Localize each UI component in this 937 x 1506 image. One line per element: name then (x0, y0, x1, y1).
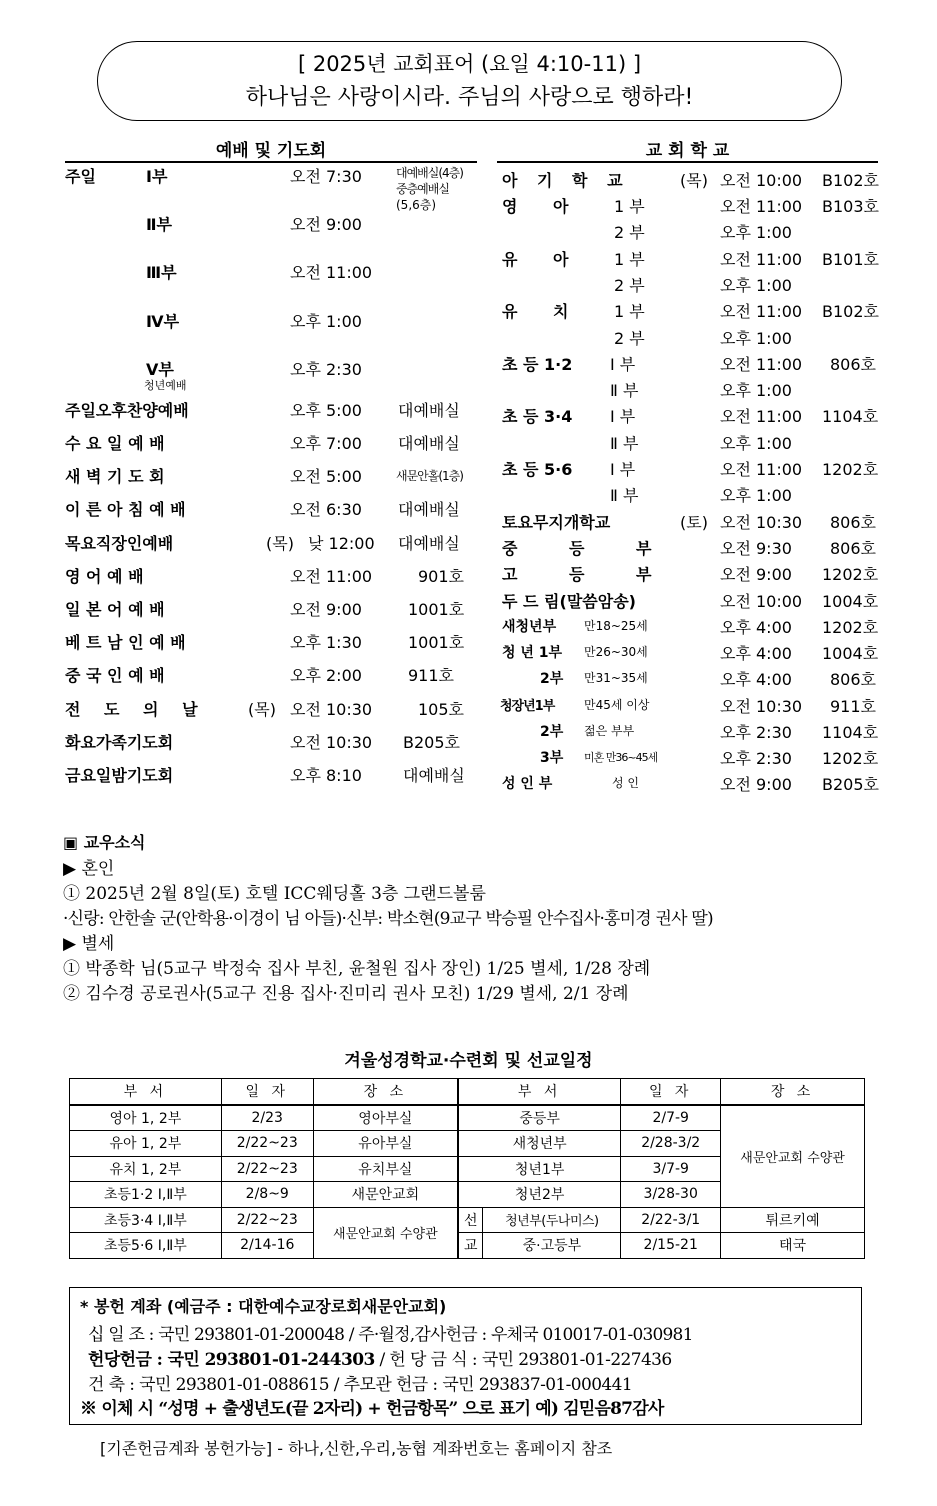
school-room: 1202호 (822, 618, 879, 637)
worship-time: 오전 6:30 (290, 500, 362, 519)
worship-time: 오후 5:00 (290, 401, 362, 420)
school-age: 성 인 (612, 776, 639, 790)
worship-place: 대예배실 (398, 500, 460, 519)
school-part: 1 부 (614, 197, 645, 216)
worship-place: 901호 (418, 567, 464, 586)
cell: 청년부(두나미스) (483, 1207, 621, 1233)
school-time: 오전 10:00 (720, 171, 803, 190)
worship-place: 대예배실 (403, 766, 465, 785)
school-time: 오후 2:30 (720, 749, 792, 768)
school-dept: 유 아 (502, 250, 569, 269)
cell: 3/7-9 (621, 1156, 721, 1182)
account-line (88, 1345, 672, 1370)
school-time: 오전 11:00 (720, 197, 803, 216)
worship-time: 오전 10:30 (290, 700, 373, 719)
school-time: 오후 1:00 (720, 329, 792, 348)
accounts-title: * 봉헌 계좌 (예금주 : 대한예수교장로회새문안교회) (80, 1297, 447, 1316)
school-room: 1202호 (822, 565, 879, 584)
cell: 2/15-21 (621, 1233, 721, 1259)
sunday-place: (5,6층) (396, 198, 437, 212)
worship-place: B205호 (403, 733, 460, 752)
school-time: 오후 2:30 (720, 723, 792, 742)
cell: 2/7-9 (621, 1105, 721, 1131)
header-cell: 부 서 (70, 1079, 222, 1105)
cell: 새문안교회 (313, 1182, 458, 1208)
service-part: Ⅲ부 (146, 263, 177, 282)
transfer-note: ※ 이체 시 “성명 + 출생년도(끝 2자리) + 헌금항목” 으로 표기 예) 김믿음87감사 (80, 1399, 664, 1419)
school-time: 오전 11:00 (720, 460, 803, 479)
schedule-title: 겨울성경학교·수련회 및 선교일정 (344, 1051, 593, 1071)
school-part: 2 부 (614, 223, 645, 242)
school-room: B101호 (822, 250, 879, 269)
sunday-place: 대예배실(4층) (396, 166, 463, 180)
worship-name: 영 어 예 배 (65, 567, 144, 586)
school-time: 오전 10:30 (720, 513, 803, 532)
worship-time: 낮 12:00 (308, 534, 375, 553)
worship-day: (목) (266, 534, 294, 553)
school-time: 오후 1:00 (720, 223, 792, 242)
school-time: 오전 10:00 (720, 592, 803, 611)
school-dept: 초 등 5·6 (502, 460, 573, 479)
school-room: 1004호 (822, 592, 879, 611)
table-row (70, 1207, 865, 1233)
worship-name: 일 본 어 예 배 (65, 600, 165, 619)
death-label: ▶ 별세 (63, 934, 115, 954)
cell: 2/22~23 (221, 1131, 313, 1157)
worship-name: 주일오후찬양예배 (65, 401, 189, 420)
school-part: 1 부 (614, 250, 645, 269)
cell: 중·고등부 (483, 1233, 621, 1259)
motto-verse: 하나님은 사랑이시라. 주님의 사랑으로 행하라! (245, 85, 694, 110)
service-time: 오전 9:00 (290, 215, 362, 234)
school-dept: 중 등 부 (502, 539, 652, 558)
school-dept: 2부 (540, 671, 564, 687)
cell: 2/14-16 (221, 1233, 313, 1259)
service-part: Ⅴ부 (146, 360, 174, 379)
school-age: 만18~25세 (584, 619, 648, 633)
school-room: 1104호 (822, 407, 879, 426)
offering-accounts-box (69, 1287, 862, 1425)
school-dept: 고 등 부 (502, 565, 652, 584)
cell: 2/22~23 (221, 1207, 313, 1233)
school-time: 오전 11:00 (720, 355, 803, 374)
cell: 2/8~9 (221, 1182, 313, 1208)
worship-time: 오후 1:30 (290, 633, 362, 652)
school-time: 오전 10:30 (720, 697, 803, 716)
sunday-place: 중층예배실 (396, 182, 449, 196)
cell: 유아부실 (313, 1131, 458, 1157)
worship-name: 중 국 인 예 배 (65, 666, 165, 685)
school-room: 1004호 (822, 644, 879, 663)
school-dept: 아 기 학 교 (502, 171, 623, 190)
worship-time: 오후 8:10 (290, 766, 362, 785)
school-room: B102호 (822, 302, 879, 321)
school-dept: 유 치 (502, 302, 569, 321)
school-part: 1 부 (614, 302, 645, 321)
death-line: ② 김수경 공로권사(5교구 진용 집사·진미리 권사 모친) 1/29 별세, 2/1 장례 (63, 984, 629, 1004)
header-cell: 장 소 (721, 1079, 865, 1105)
worship-name: 화요가족기도회 (65, 733, 174, 752)
school-time: 오전 11:00 (720, 407, 803, 426)
school-age: 젊은 부부 (584, 724, 635, 738)
school-dept: 두 드 림(말씀암송) (502, 592, 636, 611)
cell: 유치 1, 2부 (70, 1156, 222, 1182)
school-part: 2 부 (614, 329, 645, 348)
account-text: / 헌 당 금 식 : 국민 293801-01-227436 (374, 1350, 672, 1370)
worship-time: 오전 11:00 (290, 567, 373, 586)
school-part: Ⅰ 부 (610, 460, 636, 479)
school-room: 1104호 (822, 723, 879, 742)
school-part: Ⅱ 부 (610, 381, 639, 400)
service-subtitle: 청년예배 (144, 379, 187, 392)
school-age: 만26~30세 (584, 645, 648, 659)
school-time: 오후 4:00 (720, 670, 792, 689)
school-part: Ⅱ 부 (610, 486, 639, 505)
school-dept: 영 아 (502, 197, 569, 216)
cell: 태국 (721, 1233, 865, 1259)
cell: 2/22~23 (221, 1156, 313, 1182)
cell: 튀르키예 (721, 1207, 865, 1233)
worship-place: 대예배실 (398, 434, 460, 453)
school-dept: 성 인 부 (502, 776, 553, 792)
service-time: 오전 7:30 (290, 167, 362, 186)
school-room: 911호 (830, 697, 876, 716)
header-cell: 부 서 (458, 1079, 621, 1105)
school-age: 미혼 만36~45세 (584, 751, 658, 764)
school-dept: 청 년 1부 (502, 645, 563, 661)
motto-box (97, 41, 842, 121)
table-row (70, 1105, 865, 1131)
school-room: B102호 (822, 171, 879, 190)
cell: 새청년부 (458, 1131, 621, 1157)
worship-name: 목요직장인예배 (65, 534, 174, 553)
cell: 유아 1, 2부 (70, 1131, 222, 1157)
schedule-table (69, 1078, 865, 1259)
worship-time: 오후 7:00 (290, 434, 362, 453)
school-part: 2 부 (614, 276, 645, 295)
school-dept: 초 등 1·2 (502, 355, 573, 374)
cell: 유치부실 (313, 1156, 458, 1182)
worship-place: 대예배실 (398, 401, 460, 420)
wedding-label: ▶ 혼인 (63, 859, 115, 879)
mission-label: 선 (458, 1207, 483, 1233)
cell: 3/28-30 (621, 1182, 721, 1208)
service-time: 오후 1:00 (290, 312, 362, 331)
school-time: 오후 1:00 (720, 381, 792, 400)
school-room: 806호 (830, 355, 876, 374)
worship-place: 대예배실 (398, 534, 460, 553)
worship-name: 이 른 아 침 예 배 (65, 500, 186, 519)
wedding-line: ① 2025년 2월 8일(토) 호텔 ICC웨딩홀 3층 그랜드볼룸 (63, 884, 486, 904)
school-part: Ⅰ 부 (610, 407, 636, 426)
school-heading: 교 회 학 교 (497, 136, 878, 163)
school-dept: 토요무지개학교 (502, 513, 611, 532)
table-row (70, 1233, 865, 1259)
motto-title: [ 2025년 교회표어 (요일 4:10-11) ] (297, 52, 642, 76)
table-header (70, 1079, 865, 1105)
school-time: 오후 1:00 (720, 434, 792, 453)
school-age: 만45세 이상 (584, 698, 650, 712)
school-dept: 새청년부 (502, 619, 557, 635)
school-room: 806호 (830, 513, 876, 532)
cell: 중등부 (458, 1105, 621, 1131)
school-room: B205호 (822, 775, 879, 794)
account-line: 건 축 : 국민 293801-01-088615 / 추모관 헌금 : 국민 293837-01-000441 (88, 1375, 633, 1395)
school-dept: 초 등 3·4 (502, 407, 573, 426)
worship-heading: 예배 및 기도회 (65, 136, 477, 163)
worship-place: 새문안홀(1층) (396, 469, 463, 483)
school-room: 1202호 (822, 460, 879, 479)
school-time: 오후 1:00 (720, 486, 792, 505)
worship-name: 새 벽 기 도 회 (65, 467, 165, 486)
mission-label: 교 (458, 1233, 483, 1259)
cell: 초등3·4 Ⅰ,Ⅱ부 (70, 1207, 222, 1233)
service-time: 오전 11:00 (290, 263, 373, 282)
school-part: Ⅱ 부 (610, 434, 639, 453)
service-time: 오후 2:30 (290, 360, 362, 379)
cell: 2/22-3/1 (621, 1207, 721, 1233)
cell: 초등1·2 Ⅰ,Ⅱ부 (70, 1182, 222, 1208)
worship-day: (목) (248, 700, 276, 719)
cell: 2/23 (221, 1105, 313, 1131)
worship-time: 오전 5:00 (290, 467, 362, 486)
cell: 새문안교회 수양관 (721, 1105, 865, 1208)
cell: 새문안교회 수양관 (313, 1207, 458, 1258)
school-time: 오전 9:00 (720, 565, 792, 584)
school-time: 오전 11:00 (720, 302, 803, 321)
worship-time: 오전 9:00 (290, 600, 362, 619)
worship-place: 1001호 (408, 600, 465, 619)
accounts-footer: [기존헌금계좌 봉헌가능] - 하나,신한,우리,농협 계좌번호는 홈페이지 참조 (100, 1439, 613, 1458)
school-room: 806호 (830, 670, 876, 689)
school-time: 오전 11:00 (720, 250, 803, 269)
header-cell: 일 자 (621, 1079, 721, 1105)
wedding-line: ·신랑: 안한솔 군(안학용·이경이 님 아들)·신부: 박소현(9교구 박승필 안수집사·홍미경 권사 딸) (63, 909, 713, 929)
school-day: (목) (680, 171, 708, 190)
cell: 영아 1, 2부 (70, 1105, 222, 1131)
worship-name: 수 요 일 예 배 (65, 434, 165, 453)
account-line: 십 일 조 : 국민 293801-01-200048 / 주·월정,감사헌금 : 우체국 010017-01-030981 (88, 1325, 693, 1345)
worship-time: 오전 10:30 (290, 733, 373, 752)
header-cell: 장 소 (313, 1079, 458, 1105)
school-room: B103호 (822, 197, 879, 216)
school-time: 오후 4:00 (720, 644, 792, 663)
school-time: 오후 1:00 (720, 276, 792, 295)
worship-name: 베 트 남 인 예 배 (65, 633, 186, 652)
worship-place: 105호 (418, 700, 464, 719)
school-age: 만31~35세 (584, 671, 648, 685)
worship-place: 1001호 (408, 633, 465, 652)
school-dept: 청장년1부 (500, 699, 555, 714)
worship-place: 911호 (408, 666, 454, 685)
death-line: ① 박종학 님(5교구 박정숙 집사 부친, 윤철원 집사 장인) 1/25 별세, 1/28 장례 (63, 959, 651, 979)
worship-name: 금요일밤기도회 (65, 766, 174, 785)
account-highlight: 헌당헌금 : 국민 293801-01-244303 (88, 1350, 375, 1370)
school-time: 오전 9:30 (720, 539, 792, 558)
service-part: Ⅳ부 (146, 312, 180, 331)
cell: 2/28-3/2 (621, 1131, 721, 1157)
school-time: 오전 9:00 (720, 775, 792, 794)
sunday-label: 주일 (65, 167, 96, 186)
service-part: Ⅰ부 (146, 167, 168, 186)
cell: 청년2부 (458, 1182, 621, 1208)
school-room: 806호 (830, 539, 876, 558)
news-title: ▣ 교우소식 (63, 833, 146, 852)
school-dept: 2부 (540, 724, 564, 740)
school-part: Ⅰ 부 (610, 355, 636, 374)
header-cell: 일 자 (221, 1079, 313, 1105)
school-dept: 3부 (540, 750, 564, 766)
service-part: Ⅱ부 (146, 215, 172, 234)
cell: 영아부실 (313, 1105, 458, 1131)
worship-time: 오후 2:00 (290, 666, 362, 685)
cell: 초등5·6 Ⅰ,Ⅱ부 (70, 1233, 222, 1259)
school-room: 1202호 (822, 749, 879, 768)
worship-name: 전 도 의 날 (65, 700, 198, 719)
school-day: (토) (680, 513, 708, 532)
school-time: 오후 4:00 (720, 618, 792, 637)
cell: 청년1부 (458, 1156, 621, 1182)
